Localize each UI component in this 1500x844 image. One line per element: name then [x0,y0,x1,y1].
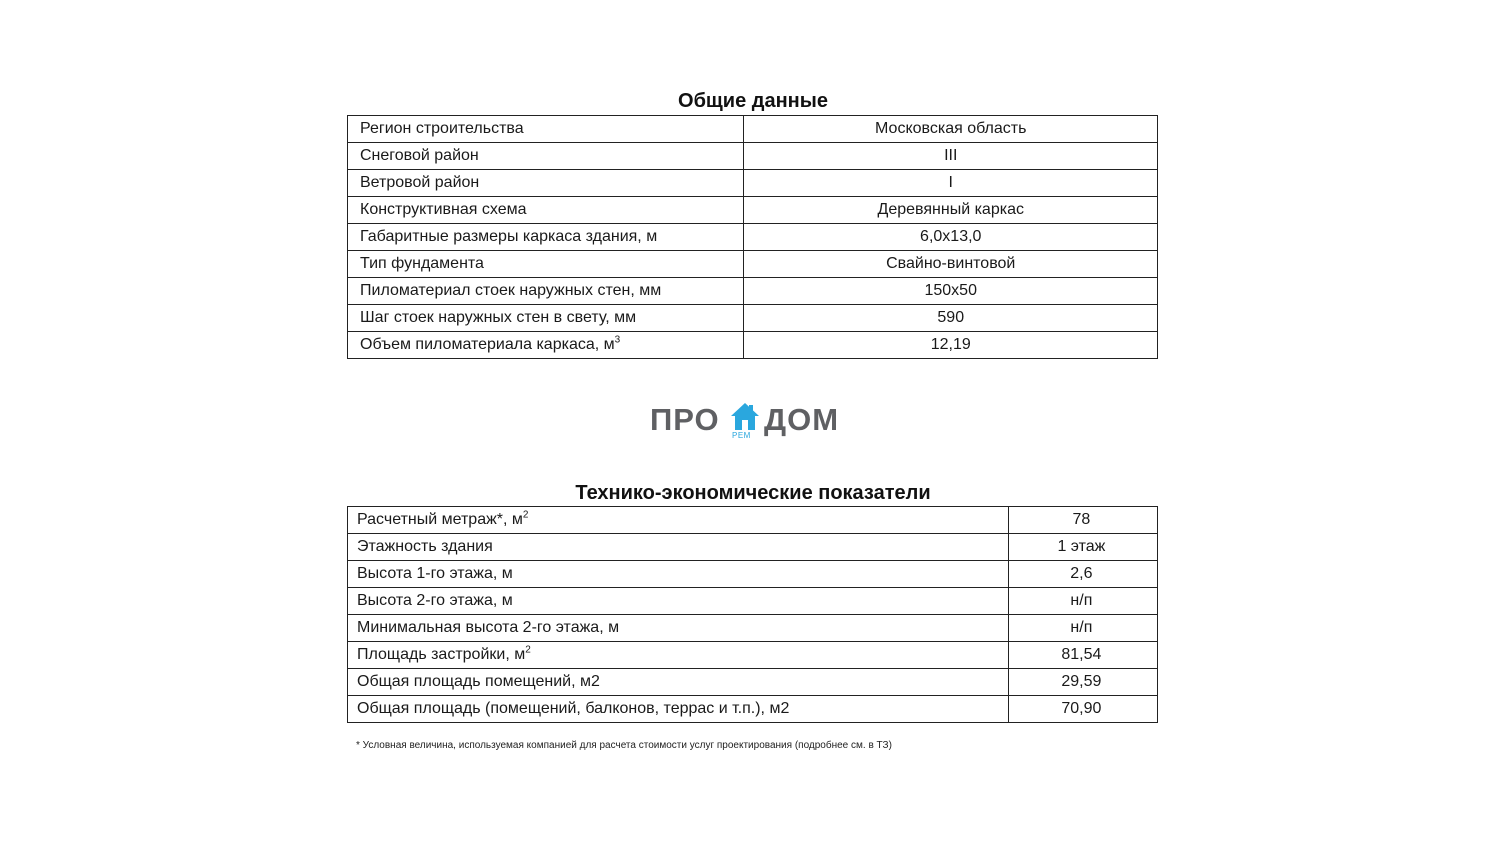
row-label [348,332,744,359]
table-row [348,588,1158,615]
table-row [348,615,1158,642]
row-label: Габаритные размеры каркаса здания, м [348,224,744,251]
row-label: Конструктивная схема [348,197,744,224]
row-value: 6,0x13,0 [744,224,1158,251]
row-label: Шаг стоек наружных стен в свету, мм [348,305,744,332]
table-row [348,642,1158,669]
row-label [348,507,1009,534]
row-value: 2,6 [1008,561,1157,588]
table-row [348,116,1158,143]
row-label: Минимальная высота 2-го этажа, м [348,615,1009,642]
row-label: Тип фундамента [348,251,744,278]
table-row [348,143,1158,170]
row-value: 81,54 [1008,642,1157,669]
row-label: Общая площадь помещений, м2 [348,669,1009,696]
table-row [348,278,1158,305]
row-value: н/п [1008,588,1157,615]
unit-superscript: 2 [522,509,529,521]
table-row [348,669,1158,696]
row-label: Высота 1-го этажа, м [348,561,1009,588]
row-value: I [744,170,1158,197]
row-label: Пиломатериал стоек наружных стен, мм [348,278,744,305]
row-value: н/п [1008,615,1157,642]
row-value: 78 [1008,507,1157,534]
table-row [348,170,1158,197]
footnote: * Условная величина, используемая компанией для расчета стоимости услуг проектирования (подробнее см. в ТЗ) [356,740,892,751]
row-label-text: Расчетный метраж*, м [357,511,523,528]
table-row [348,332,1158,359]
tech-indicators-table [347,506,1158,723]
general-data-table [347,115,1158,359]
general-data-title: Общие данные [678,90,828,112]
row-label: Регион строительства [348,116,744,143]
table-row [348,507,1158,534]
row-value: Деревянный каркас [744,197,1158,224]
table-row [348,305,1158,332]
row-label: Снеговой район [348,143,744,170]
table-row [348,224,1158,251]
table-row [348,251,1158,278]
logo-text-left: ПРО [650,402,720,437]
row-value: III [744,143,1158,170]
logo-text-right: ДОМ [764,402,840,437]
logo-subtext: РЕМ [732,431,751,440]
row-value: Московская область [744,116,1158,143]
table-row [348,696,1158,723]
row-value: 1 этаж [1008,534,1157,561]
row-label-text: Объем пиломатериала каркаса, м [360,336,615,353]
unit-superscript: 2 [525,644,531,656]
tech-indicators-title: Технико-экономические показатели [575,482,931,504]
table-row [348,534,1158,561]
row-value: 29,59 [1008,669,1157,696]
unit-superscript: 3 [614,334,621,346]
row-value: 70,90 [1008,696,1157,723]
row-label: Высота 2-го этажа, м [348,588,1009,615]
row-value: Свайно-винтовой [744,251,1158,278]
row-value: 590 [744,305,1158,332]
house-icon [730,402,760,432]
company-logo [650,400,850,446]
row-label: Общая площадь (помещений, балконов, террас и т.п.), м2 [348,696,1009,723]
row-label-text: Площадь застройки, м [357,646,526,663]
table-row [348,561,1158,588]
table-row [348,197,1158,224]
row-value: 12,19 [744,332,1158,359]
row-label [348,642,1009,669]
row-label: Этажность здания [348,534,1009,561]
row-value: 150x50 [744,278,1158,305]
row-label: Ветровой район [348,170,744,197]
